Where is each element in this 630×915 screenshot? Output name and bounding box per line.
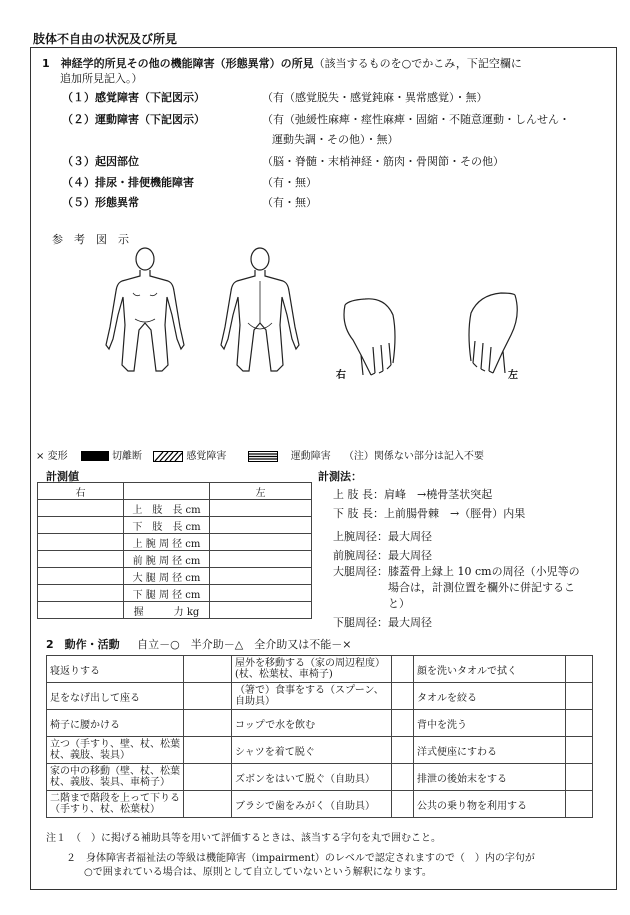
- sec2-title: 2 動作・活動: [46, 638, 120, 651]
- activity-label: （箸で）食事をする（スプーン、自助具）: [232, 683, 392, 710]
- activity-label: ブラシで歯をみがく（自助具）: [232, 791, 392, 818]
- method-line-2: 下 肢 長：上前腸骨棘 →（脛骨）内果: [333, 507, 526, 520]
- activity-mark-cell[interactable]: [566, 791, 593, 818]
- left-value[interactable]: [210, 568, 312, 585]
- measure-row-label: 上 腕 周 径 cm: [124, 534, 210, 551]
- activity-mark-cell[interactable]: [184, 764, 232, 791]
- right-value[interactable]: [38, 568, 124, 585]
- left-value[interactable]: [210, 585, 312, 602]
- activity-mark-cell[interactable]: [392, 764, 414, 791]
- left-hand-label: 左: [508, 370, 518, 381]
- measure-row-label: 握 力 kg: [124, 602, 210, 619]
- measure-header-right: 右: [38, 483, 124, 500]
- activity-mark-cell[interactable]: [566, 710, 593, 737]
- right-value[interactable]: [38, 500, 124, 517]
- amputation-label: 切離断: [111, 451, 142, 462]
- activity-mark-cell[interactable]: [184, 656, 232, 683]
- item-label-3: （３）起因部位: [62, 155, 139, 168]
- right-value[interactable]: [38, 517, 124, 534]
- activity-label: 椅子に腰かける: [47, 710, 184, 737]
- activity-mark-cell[interactable]: [184, 737, 232, 764]
- measure-title: 計測値: [46, 470, 79, 483]
- motor-label: 運動障害: [290, 451, 331, 462]
- activity-label: 公共の乗り物を利用する: [414, 791, 566, 818]
- activity-mark-cell[interactable]: [566, 764, 593, 791]
- activity-mark-cell[interactable]: [566, 737, 593, 764]
- activity-label: 排泄の後始末をする: [414, 764, 566, 791]
- legend: [36, 447, 484, 462]
- activity-table: [46, 655, 593, 818]
- deform-label: 変形: [47, 451, 68, 462]
- front-body: [106, 270, 184, 371]
- method-line-1: 上 肢 長：肩峰 →橈骨茎状突起: [333, 488, 493, 501]
- figure-title: 参 考 図 示: [52, 233, 129, 246]
- sensory-swatch: [153, 451, 183, 462]
- right-value[interactable]: [38, 585, 124, 602]
- activity-label: 顔を洗いタオルで拭く: [414, 656, 566, 683]
- method-title: 計測法：: [318, 470, 362, 483]
- body-diagram: [100, 245, 320, 375]
- item-options-3: （脳・脊髄・末梢神経・筋肉・骨関節・その他）: [262, 155, 504, 168]
- amputation-swatch: [81, 451, 109, 461]
- item-options-5: （有・無）: [262, 196, 317, 209]
- measure-table: [37, 482, 312, 619]
- deform-mark: ×: [36, 451, 45, 462]
- left-hand: [469, 293, 517, 373]
- activity-mark-cell[interactable]: [392, 710, 414, 737]
- item-label-2: （２）運動障害（下記図示）: [62, 113, 205, 126]
- activity-mark-cell[interactable]: [184, 710, 232, 737]
- activity-mark-cell[interactable]: [392, 791, 414, 818]
- item-label-1: （１）感覚障害（下記図示）: [62, 91, 205, 104]
- method-line-4: 前腕周径：最大周径: [333, 549, 432, 562]
- activity-mark-cell[interactable]: [566, 656, 593, 683]
- item-label-5: （５）形態異常: [62, 196, 139, 209]
- method-line-3: 上腕周径：最大周径: [333, 530, 432, 543]
- right-value[interactable]: [38, 602, 124, 619]
- activity-label: ズボンをはいて脱ぐ（自助具）: [232, 764, 392, 791]
- measure-row-label: 下 肢 長 cm: [124, 517, 210, 534]
- method-line-7: と）: [333, 597, 410, 610]
- item-label-4: （４）排尿・排便機能障害: [62, 176, 194, 189]
- activity-label: 足をなげ出して座る: [47, 683, 184, 710]
- activity-label: 屋外を移動する（家の周辺程度）(杖、松葉杖、車椅子): [232, 656, 392, 683]
- sensory-label: 感覚障害: [186, 451, 227, 462]
- item-options-2b: 運動失調・その他）・無）: [272, 133, 399, 146]
- activity-label: 寝返りする: [47, 656, 184, 683]
- method-line-6: 場合は，計測位置を欄外に併記するこ: [333, 581, 575, 594]
- sec1-line1: [42, 55, 522, 71]
- left-value[interactable]: [210, 500, 312, 517]
- method-line-5: 大腿周径：膝蓋骨上縁上 10 cmの周径（小児等の: [333, 565, 580, 578]
- item-options-1: （有（感覚脱失・感覚鈍麻・異常感覚）・無）: [262, 91, 488, 104]
- activity-mark-cell[interactable]: [184, 791, 232, 818]
- measure-row-label: 大 腿 周 径 cm: [124, 568, 210, 585]
- method-line-8: 下腿周径：最大周径: [333, 616, 432, 629]
- right-hand: [344, 299, 395, 375]
- measure-header-left: 左: [210, 483, 312, 500]
- left-value[interactable]: [210, 534, 312, 551]
- motor-swatch: [248, 451, 278, 462]
- activity-label: 立つ（手すり、壁、杖、松葉杖、義肢、装具）: [47, 737, 184, 764]
- right-hand-label: 右: [336, 370, 346, 381]
- activity-mark-cell[interactable]: [392, 683, 414, 710]
- item-options-2: （有（弛緩性麻痺・痙性麻痺・固縮・不随意運動・しんせん・: [262, 113, 570, 126]
- note-2b: ○で囲まれている場合は、原則として自立していないという解釈になります。: [84, 867, 432, 878]
- right-value[interactable]: [38, 551, 124, 568]
- sec1-instruction: （該当するものを○でかこみ，下記空欄に: [313, 57, 522, 70]
- activity-label: 二階まで階段を上って下りる（手すり、杖、松葉杖）: [47, 791, 184, 818]
- sec1-heading: 1 神経学的所見その他の機能障害（形態異常）の所見: [42, 57, 314, 70]
- activity-label: 洋式便座にすわる: [414, 737, 566, 764]
- activity-mark-cell[interactable]: [392, 737, 414, 764]
- activity-label: シャツを着て脱ぐ: [232, 737, 392, 764]
- activity-label: 背中を洗う: [414, 710, 566, 737]
- sec2-header: [46, 636, 351, 652]
- measure-row-label: 前 腕 周 径 cm: [124, 551, 210, 568]
- front-head: [136, 248, 154, 270]
- activity-label: コップで水を飲む: [232, 710, 392, 737]
- left-value[interactable]: [210, 602, 312, 619]
- activity-mark-cell[interactable]: [566, 683, 593, 710]
- page-title: 肢体不自由の状況及び所見: [33, 32, 178, 46]
- measure-row-label: 下 腿 周 径 cm: [124, 585, 210, 602]
- activity-mark-cell[interactable]: [184, 683, 232, 710]
- activity-mark-cell[interactable]: [392, 656, 414, 683]
- legend-note: （注）関係ない部分は記入不要: [343, 451, 484, 462]
- hands-diagram: [335, 285, 535, 380]
- sec2-legend: 自立－○ 半介助－△ 全介助又は不能－×: [137, 638, 352, 651]
- back-head: [251, 248, 269, 270]
- activity-label: タオルを絞る: [414, 683, 566, 710]
- item-options-4: （有・無）: [262, 176, 317, 189]
- note-1: 注１ （ ）に掲げる補助具等を用いて評価するときは、該当する字句を丸で囲むこと。: [46, 833, 441, 844]
- left-value[interactable]: [210, 517, 312, 534]
- note-2a: ２ 身体障害者福祉法の等級は機能障害（impairment）のレベルで認定されますので（ ）内の字句が: [66, 853, 535, 864]
- right-value[interactable]: [38, 534, 124, 551]
- activity-label: 家の中の移動（壁、杖、松葉杖、義肢、装具、車椅子）: [47, 764, 184, 791]
- measure-row-label: 上 肢 長 cm: [124, 500, 210, 517]
- left-value[interactable]: [210, 551, 312, 568]
- sec1-line2: 追加所見記入。）: [60, 72, 143, 85]
